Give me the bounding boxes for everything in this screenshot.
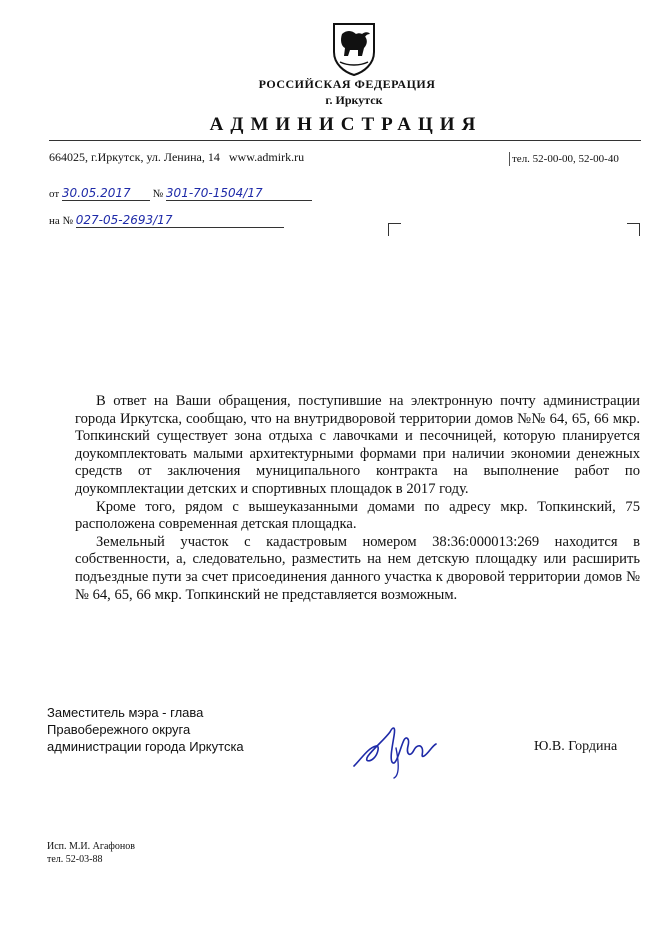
position-line: Заместитель мэра - глава xyxy=(47,705,204,720)
body-paragraph: Земельный участок с кадастровым номером 38:36:000013:269 находится в собственности, а, следовательно, разместить на нем детскую площадку или расширить подъездные пути за счет присоединения данного участка к дворовой территории домов №№ 64, 65, 66 мкр. Топкинский не представляется возможным. xyxy=(75,533,640,603)
letterhead-divider xyxy=(49,140,641,141)
incoming-reference xyxy=(49,213,284,228)
address: 664025, г.Иркутск, ул. Ленина, 14 xyxy=(49,150,220,164)
date-prefix: от xyxy=(49,188,60,200)
organization-title: АДМИНИСТРАЦИЯ xyxy=(209,114,483,135)
phone-numbers: тел. 52-00-00, 52-00-40 xyxy=(512,153,619,165)
outgoing-reference xyxy=(49,186,312,201)
executor-name: Исп. М.И. Агафонов xyxy=(47,841,135,852)
outgoing-number: 301-70-1504/17 xyxy=(166,186,312,201)
executor-phone: тел. 52-03-88 xyxy=(47,854,103,865)
outgoing-date: 30.05.2017 xyxy=(62,186,150,201)
body-paragraph: В ответ на Ваши обращения, поступившие на электронную почту администрации города Иркутска, сообщаю, что на внутридворовой территории домов №№ 64, 65, 66 мкр. Топкинский существует зона отдыха с лавочками и песочницей, которую планируется доукомплектовать малыми архитектурными формами при наличии экономии денежных средств от заключения муниципального контракта на выполнение работ по доукомплектации детских и спортивных площадок в 2017 году. xyxy=(75,393,640,497)
position-line: администрации города Иркутска xyxy=(47,739,244,754)
signatory-name: Ю.В. Гордина xyxy=(534,739,618,754)
country-title: РОССИЙСКАЯ ФЕДЕРАЦИЯ xyxy=(258,77,436,91)
addressee-bracket-left xyxy=(388,223,401,236)
executor-info xyxy=(47,840,135,866)
signatory-position xyxy=(47,704,244,755)
body-paragraph: Кроме того, рядом с вышеуказанными домами по адресу мкр. Топкинский, 75 расположена современная детская площадка. xyxy=(75,498,640,533)
number-prefix: № xyxy=(152,188,164,200)
city-title: г. Иркутск xyxy=(325,93,383,107)
phones-divider xyxy=(509,152,510,166)
incoming-prefix: на № xyxy=(49,215,74,227)
letter-body xyxy=(75,393,640,604)
position-line: Правобережного округа xyxy=(47,722,191,737)
contact-line xyxy=(49,150,310,165)
incoming-number: 027-05-2693/17 xyxy=(76,213,284,228)
city-emblem xyxy=(330,22,378,76)
website-link[interactable]: www.admirk.ru xyxy=(228,150,305,164)
addressee-bracket-right xyxy=(627,223,640,236)
handwritten-signature xyxy=(350,718,450,780)
